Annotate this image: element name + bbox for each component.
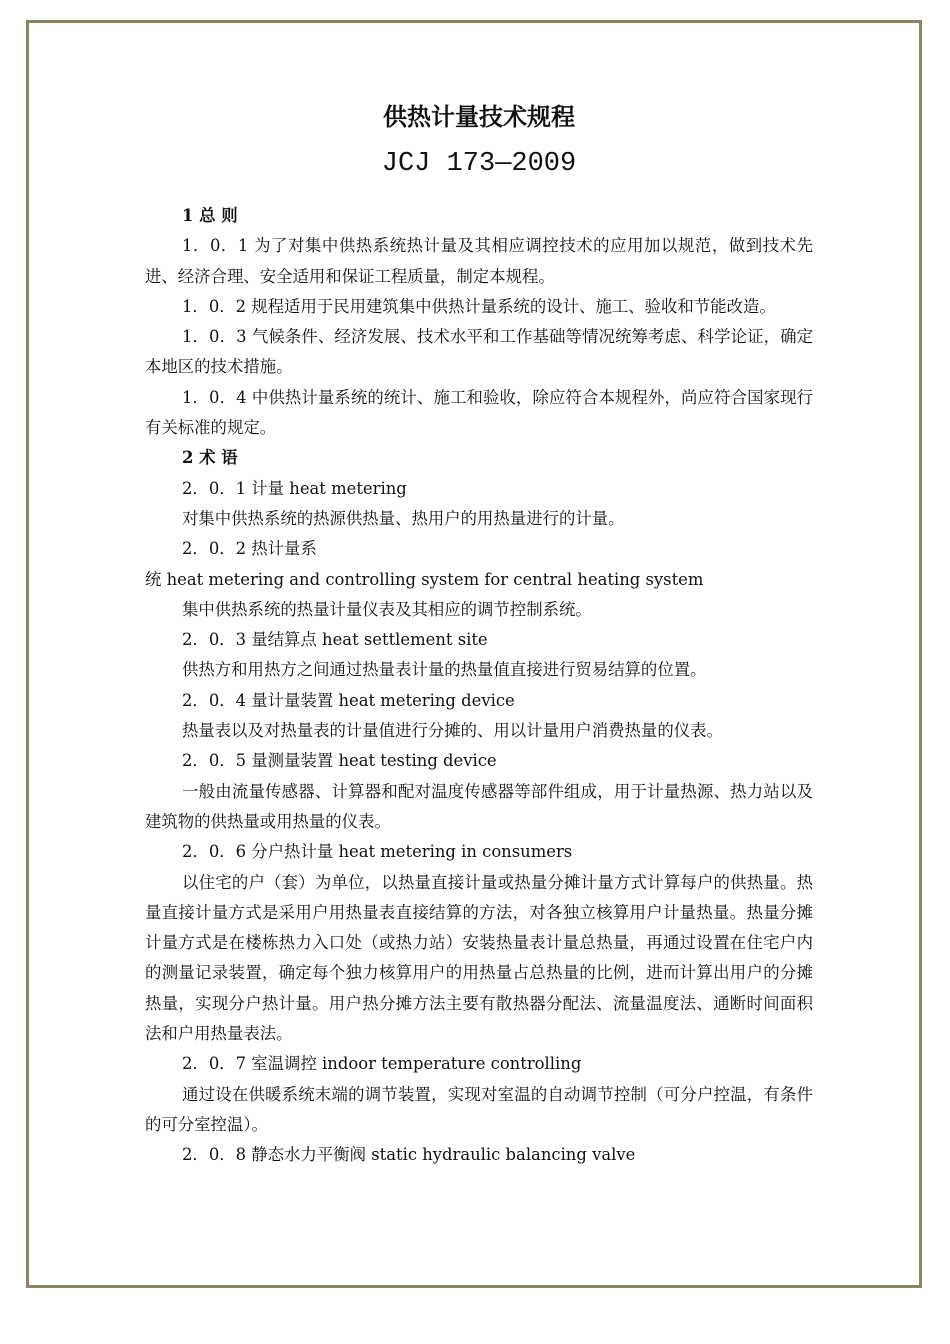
term-2-0-3-definition: 供热方和用热方之间通过热量表计量的热量值直接进行贸易结算的位置。: [182, 660, 707, 680]
clause-1-0-1: 1．0．1 为了对集中供热系统热计量及其相应调控技术的应用加以规范，做到技术先进、经济合理、安全适用和保证工程质量，制定本规程。: [145, 236, 813, 286]
term-2-0-2-definition: 集中供热系统的热量计量仪表及其相应的调节控制系统。: [182, 599, 592, 619]
term-2-0-2: 2．0．2 热计量系: [182, 539, 317, 559]
term-2-0-6: 2．0．6 分户热计量 heat metering in consumers: [182, 842, 573, 862]
term-2-0-4-definition: 热量表以及对热量表的计量值进行分摊的、用以计量用户消费热量的仪表。: [182, 721, 723, 741]
term-2-0-7: 2．0．7 室温调控 indoor temperature controlling: [182, 1054, 582, 1074]
clause-1-0-3: 1．0．3 气候条件、经济发展、技术水平和工作基础等情况统筹考虑、科学论证，确定本地区的技术措施。: [145, 327, 813, 377]
term-2-0-1: 2．0．1 计量 heat metering: [182, 478, 407, 498]
term-2-0-8: 2．0．8 静态水力平衡阀 static hydraulic balancing valve: [182, 1145, 636, 1165]
clause-1-0-4: 1．0．4 中供热计量系统的统计、施工和验收，除应符合本规程外，尚应符合国家现行有关标准的规定。: [145, 387, 813, 438]
term-2-0-4: 2．0．4 量计量装置 heat metering device: [182, 690, 515, 710]
term-2-0-5-definition: 一般由流量传感器、计算器和配对温度传感器等部件组成，用于计量热源、热力站以及建筑物的供热量或用热量的仪表。: [145, 781, 813, 831]
standard-code: JCJ 173—2009: [381, 149, 577, 179]
section-heading-general: 1 总 则: [182, 206, 238, 225]
document-title: 供热计量技术规程: [383, 102, 575, 131]
term-2-0-7-definition: 通过设在供暖系统末端的调节装置，实现对室温的自动调节控制（可分户控温，有条件的可分室控温）。: [145, 1084, 813, 1134]
term-2-0-2-continued: 统 heat metering and controlling system for central heating system: [145, 569, 704, 589]
term-2-0-3: 2．0．3 量结算点 heat settlement site: [182, 630, 488, 650]
document-body: [145, 201, 813, 1171]
clause-1-0-2: 1．0．2 规程适用于民用建筑集中供热计量系统的设计、施工、验收和节能改造。: [182, 296, 776, 316]
document-content: [145, 95, 813, 1171]
term-2-0-5: 2．0．5 量测量装置 heat testing device: [182, 751, 497, 771]
term-2-0-6-definition: 以住宅的户（套）为单位，以热量直接计量或热量分摊计量方式计算每户的供热量。热量直接计量方式是采用户用热量表直接结算的方法，对各独立核算用户计量热量。热量分摊计量方式是在楼栋热力入口处（或热力站）安装热量表计量总热量，再通过设置在住宅户内的测量记录装置，确定每个独力核算用户的用热量占总热量的比例，进而计算出用户的分摊热量，实现分户热计量。用户热分摊方法主要有散热器分配法、流量温度法、通断时间面积法和户用热量表法。: [145, 872, 813, 1044]
section-heading-terms: 2 术 语: [182, 448, 238, 468]
term-2-0-1-definition: 对集中供热系统的热源供热量、热用户的用热量进行的计量。: [182, 508, 625, 528]
